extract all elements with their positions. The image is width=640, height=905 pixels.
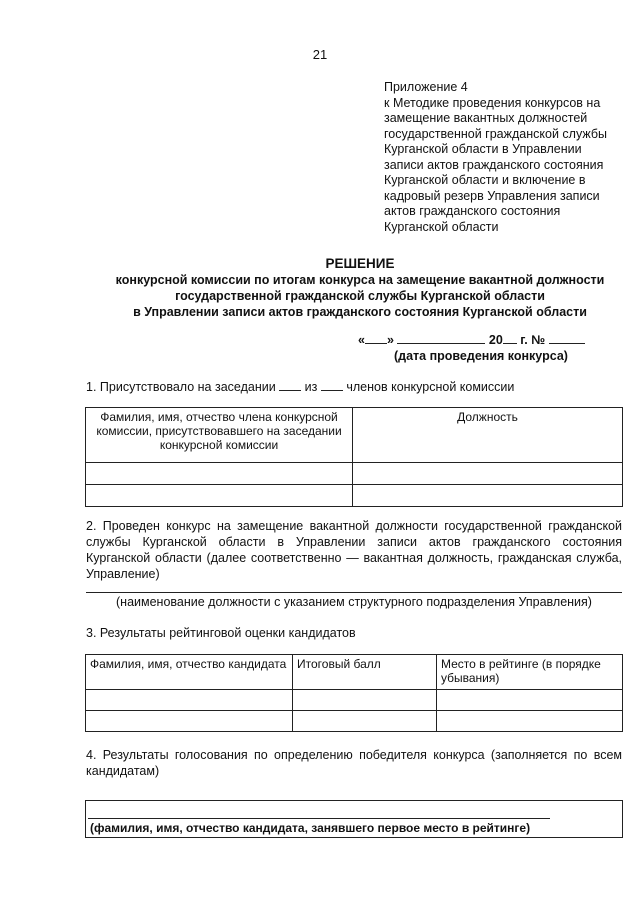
- table-row: [86, 690, 623, 711]
- year-blank[interactable]: [503, 332, 517, 344]
- table-cell[interactable]: [353, 485, 623, 507]
- appendix-line: к Методике проведения конкурсов на: [384, 95, 601, 110]
- appendix-note: [384, 80, 624, 235]
- close-quote: »: [386, 333, 394, 347]
- table-row: [86, 711, 623, 732]
- section-2: 2. Проведен конкурс на замещение вакантной должности государственной гражданской службы Курганской области в Управлении записи актов гражданского состояния Курганской области (далее соответственно — вакантная должность, гражданская служба, Управление): [86, 519, 622, 581]
- members-table: [85, 407, 623, 507]
- year-prefix: 20: [488, 333, 503, 347]
- title-heading: РЕШЕНИЕ: [325, 256, 395, 271]
- table-cell[interactable]: [86, 485, 353, 507]
- rating-table: [85, 654, 623, 732]
- appendix-line: актов гражданского состояния: [384, 204, 561, 218]
- section-1-text: из: [304, 380, 318, 394]
- position-caption: (наименование должности с указанием структурного подразделения Управления): [116, 595, 592, 609]
- table-cell[interactable]: [293, 690, 437, 711]
- appendix-line: государственной гражданской службы: [384, 126, 607, 141]
- appendix-line: замещение вакантных должностей: [384, 111, 588, 125]
- month-blank[interactable]: [397, 332, 485, 344]
- header-member-name: Фамилия, имя, отчество члена конкурсной комиссии, присутствовавшего на заседании конкурсной комиссии: [86, 408, 353, 463]
- table-cell[interactable]: [437, 690, 623, 711]
- table-cell[interactable]: [437, 711, 623, 732]
- table-cell[interactable]: [86, 690, 293, 711]
- appendix-line: кадровый резерв Управления записи: [384, 188, 600, 203]
- appendix-line: записи актов гражданского состояния: [384, 157, 604, 172]
- winner-name-line[interactable]: [88, 818, 550, 819]
- title-line-2: государственной гражданской службы Курганской области: [175, 289, 545, 303]
- title-line-3: в Управлении записи актов гражданского состояния Курганской области: [133, 305, 587, 319]
- table-cell[interactable]: [86, 463, 353, 485]
- title-line-1: конкурсной комиссии по итогам конкурса на замещение вакантной должности: [115, 273, 605, 287]
- present-count-blank[interactable]: [279, 379, 301, 391]
- date-caption: (дата проведения конкурса): [394, 349, 568, 363]
- section-3: 3. Результаты рейтинговой оценки кандидатов: [86, 626, 356, 640]
- number-label: г. №: [520, 333, 546, 347]
- appendix-line: Курганской области в Управлении: [384, 142, 582, 156]
- table-row: [86, 463, 623, 485]
- number-blank[interactable]: [549, 332, 585, 344]
- position-name-line[interactable]: [86, 592, 622, 593]
- table-cell[interactable]: [293, 711, 437, 732]
- winner-caption: (фамилия, имя, отчество кандидата, занявшего первое место в рейтинге): [90, 821, 531, 835]
- section-1-text: членов конкурсной комиссии: [346, 380, 515, 394]
- section-1-text: 1. Присутствовало на заседании: [86, 380, 276, 394]
- appendix-line: Курганской области: [384, 219, 499, 234]
- header-rank: Место в рейтинге (в порядке убывания): [437, 655, 623, 690]
- section-1: [86, 379, 514, 394]
- appendix-line: Курганской области и включение в: [384, 173, 586, 187]
- date-line: [358, 332, 585, 347]
- table-header-row: [86, 655, 623, 690]
- open-quote: «: [358, 333, 365, 347]
- header-position: Должность: [353, 408, 623, 463]
- table-cell[interactable]: [353, 463, 623, 485]
- header-candidate-name: Фамилия, имя, отчество кандидата: [86, 655, 293, 690]
- table-cell[interactable]: [86, 711, 293, 732]
- total-count-blank[interactable]: [321, 379, 343, 391]
- header-total-score: Итоговый балл: [293, 655, 437, 690]
- page-number: 21: [312, 47, 328, 62]
- appendix-title: Приложение 4: [384, 80, 468, 94]
- day-blank[interactable]: [365, 332, 387, 344]
- table-row: [86, 485, 623, 507]
- section-4: 4. Результаты голосования по определению победителя конкурса (заполняется по всем кандидатам): [86, 748, 622, 778]
- document-title: [60, 256, 640, 320]
- table-header-row: [86, 408, 623, 463]
